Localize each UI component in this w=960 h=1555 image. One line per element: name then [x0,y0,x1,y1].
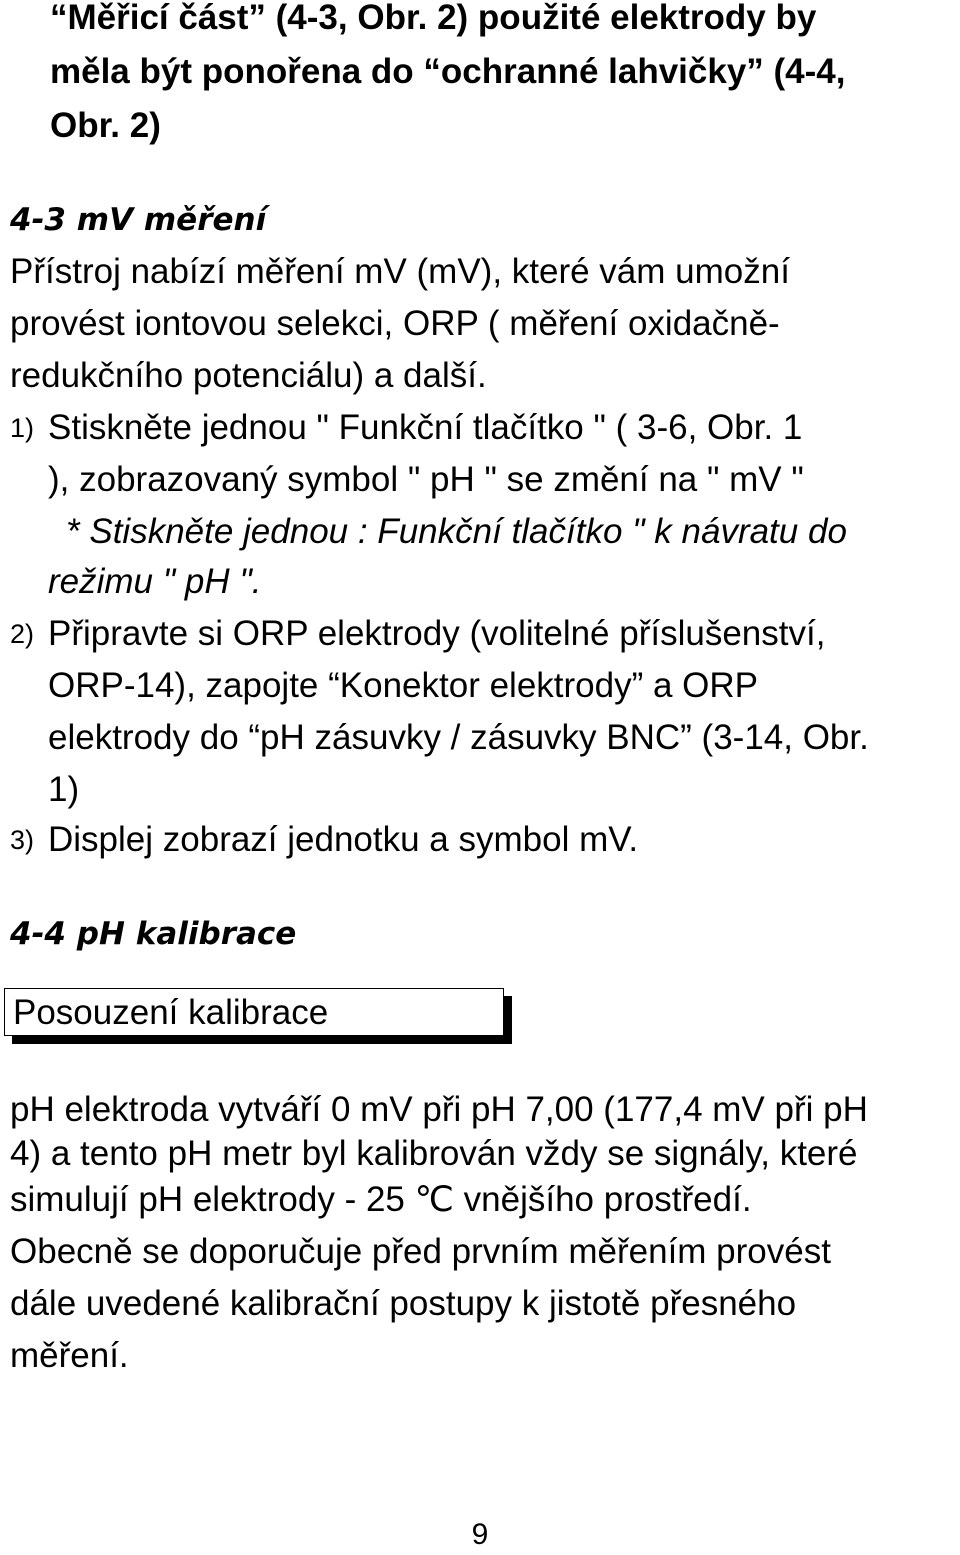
step-3-number: 3) [10,825,35,855]
calibration-assessment-box [4,988,504,1036]
step-2-number: 2) [10,619,35,649]
top-text-line-1: “Měřicí část” (4-3, Obr. 2) použité elektrody by [50,0,817,37]
section-heading-ph-calibration: 4-4 pH kalibrace [10,916,297,952]
page-number: 9 [471,1518,489,1551]
step-1-line-2: ), zobrazovaný symbol " pH " se změní na " mV " [48,460,804,499]
top-text-line-3: Obr. 2) [50,106,161,145]
mv-intro-line-2: provést iontovou selekci, ORP ( měření oxidačně- [10,304,780,343]
top-text-line-2: měla být ponořena do “ochranné lahvičky” (4-4, [50,52,846,91]
mv-intro-line-3: redukčního potenciálu) a další. [10,356,487,395]
step-3-text: Displej zobrazí jednotku a symbol mV. [48,820,639,859]
step-1-line-1: Stiskněte jednou " Funkční tlačítko " ( 3-6, Obr. 1 [48,408,803,447]
step-1-note-line-2: režimu " pH ". [48,562,262,601]
ph-para-2-line-3: měření. [10,1336,129,1375]
mv-intro-line-1: Přístroj nabízí měření mV (mV), které vám umožní [10,252,790,291]
step-2-line-3: elektrody do “pH zásuvky / zásuvky BNC” (3-14, Obr. [48,718,869,757]
step-2-line-1: Připravte si ORP elektrody (volitelné příslušenství, [48,614,826,653]
step-1-note-line-1: * Stiskněte jednou : Funkční tlačítko " k návratu do [66,512,847,551]
step-1-number: 1) [10,413,35,443]
ph-para-1-line-1: pH elektroda vytváří 0 mV při pH 7,00 (177,4 mV při pH [10,1090,868,1129]
ph-para-2-line-2: dále uvedené kalibrační postupy k jistotě přesného [10,1284,797,1323]
calibration-assessment-label: Posouzení kalibrace [13,993,329,1032]
step-2-line-4: 1) [48,770,80,809]
step-2-line-2: ORP-14), zapojte “Konektor elektrody” a ORP [48,666,759,705]
ph-para-1-line-3: simulují pH elektrody - 25 ℃ vnějšího prostředí. [10,1180,752,1219]
section-heading-mv: 4-3 mV měření [10,202,267,238]
ph-para-1-line-2: 4) a tento pH metr byl kalibrován vždy se signály, které [10,1134,858,1173]
ph-para-2-line-1: Obecně se doporučuje před prvním měřením provést [10,1232,831,1271]
